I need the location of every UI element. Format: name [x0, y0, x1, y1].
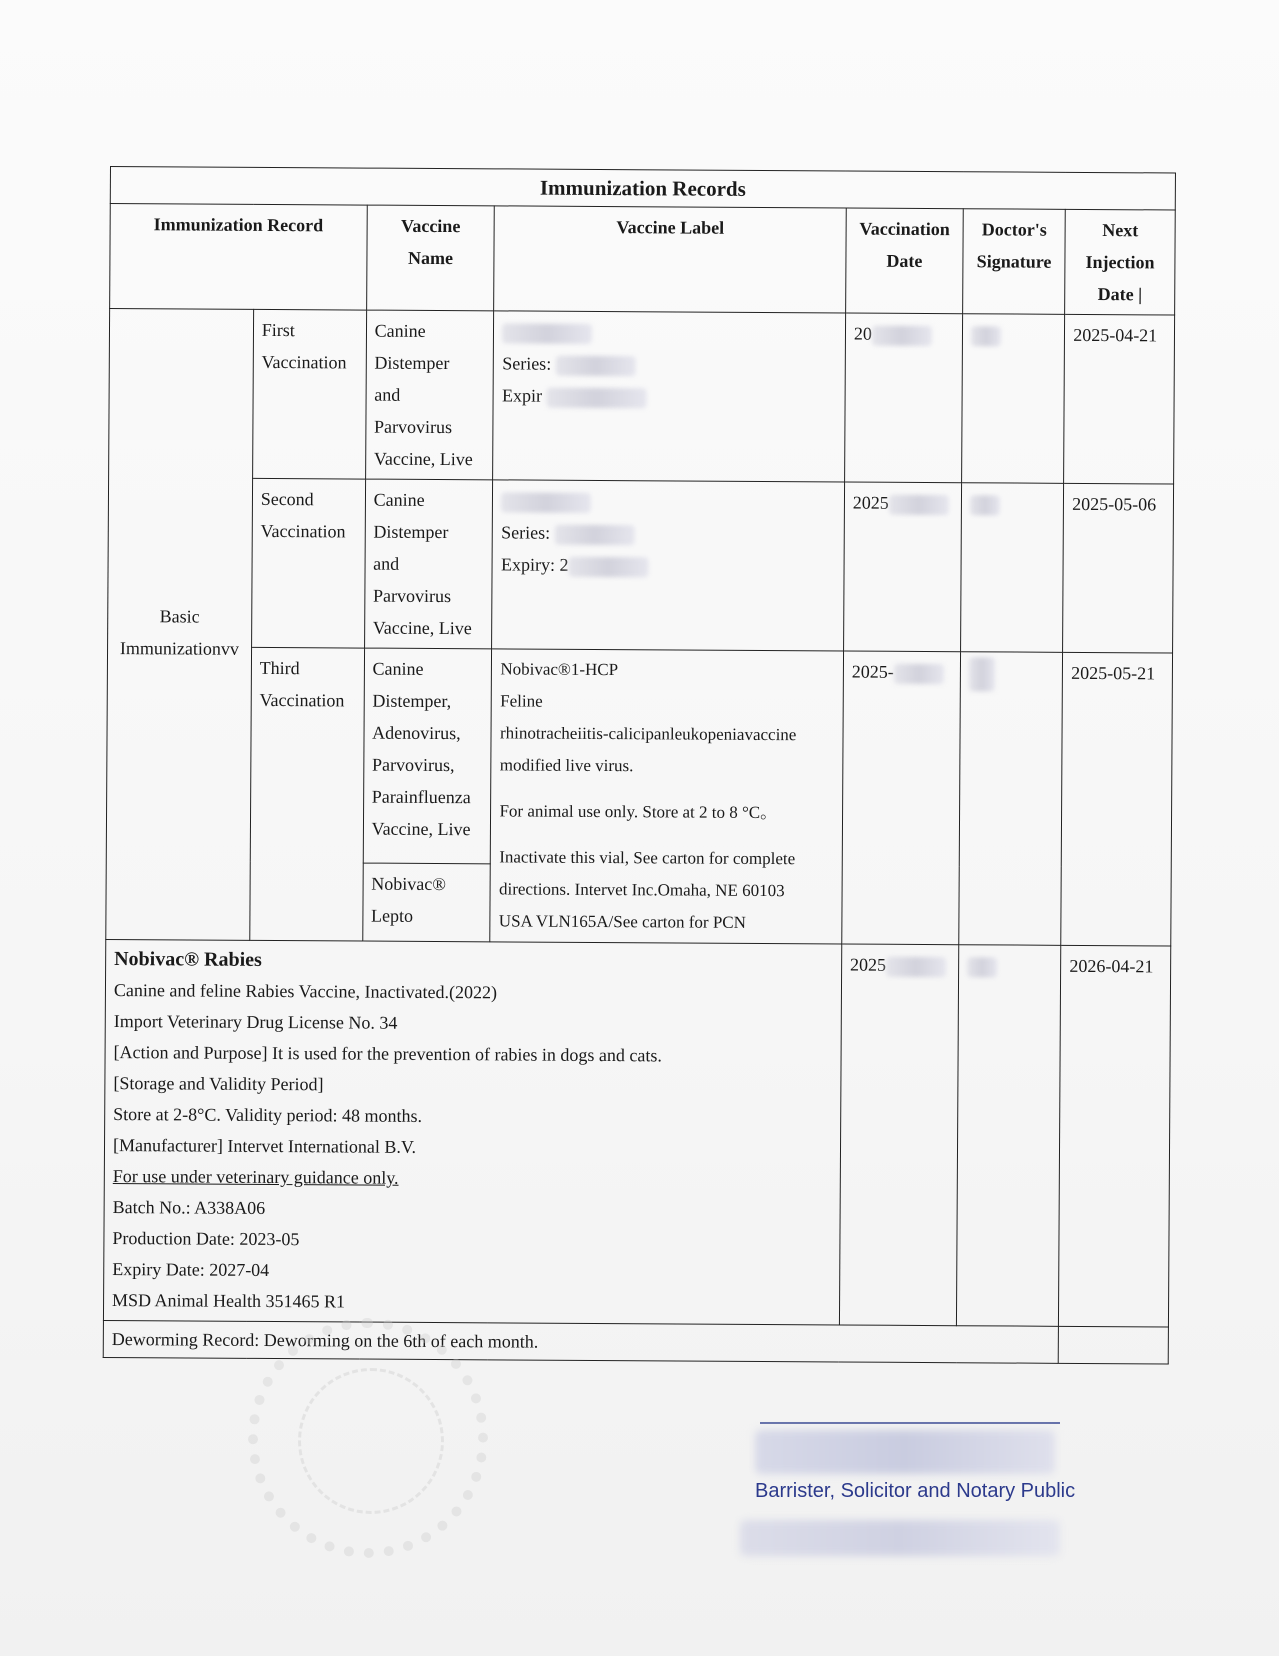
- next-date-cell: 2025-05-21: [1061, 652, 1173, 946]
- header-vaccine-label: Vaccine Label: [494, 206, 846, 313]
- signature-cell: [961, 483, 1064, 653]
- next-date-cell: 2025-04-21: [1064, 314, 1175, 484]
- redaction: [755, 1430, 1055, 1474]
- redaction: [556, 356, 636, 376]
- vaccine-name-cell: Nobivac® Lepto: [362, 863, 490, 942]
- notary-stamp: [700, 1400, 1076, 1560]
- redaction: [969, 657, 995, 691]
- signature-cell: [956, 945, 1061, 1327]
- vaccination-date-cell: 2025: [843, 482, 961, 652]
- vaccine-name-cell: Canine Distemper and Parvovirus Vaccine, Live: [365, 310, 494, 480]
- notary-seal: [248, 1318, 488, 1558]
- immunization-table: [103, 166, 1176, 1364]
- table-row: [106, 646, 1172, 867]
- header-row: [110, 204, 1176, 316]
- redaction: [555, 525, 635, 545]
- redaction: [740, 1520, 1060, 1556]
- vaccine-label-cell: Series: Expir: [493, 311, 845, 482]
- redaction: [501, 492, 591, 513]
- vaccination-date-cell: 20: [844, 313, 962, 483]
- redaction: [546, 388, 646, 409]
- header-vaccine-name: Vaccine Name: [366, 205, 494, 311]
- deworming-row: [103, 1320, 1168, 1364]
- redaction: [894, 664, 944, 684]
- deworming-cell: Deworming Record: Deworming on the 6th of each month.: [103, 1320, 1058, 1363]
- redaction: [568, 557, 648, 577]
- signature-cell: [962, 314, 1065, 484]
- header-vaccination-date: Vaccination Date: [845, 208, 963, 314]
- stage-cell: Second Vaccination: [251, 478, 365, 648]
- rabies-title: Nobivac® Rabies: [114, 948, 262, 971]
- notary-title: Barrister, Solicitor and Notary Public: [755, 1480, 1076, 1502]
- vaccination-date-cell: 2025-: [842, 651, 961, 945]
- next-date-cell: 2026-04-21: [1059, 945, 1171, 1327]
- redaction: [886, 957, 946, 977]
- stage-cell: First Vaccination: [252, 309, 366, 479]
- deworming-empty-cell: [1058, 1326, 1168, 1364]
- notary-seal-inner: [298, 1368, 444, 1514]
- header-immunization-record: Immunization Record: [110, 204, 367, 311]
- group-label-cell: Basic Immunizationvv: [106, 309, 254, 941]
- vaccine-name-cell: Canine Distemper and Parvovirus Vaccine, Live: [364, 479, 493, 649]
- redaction: [967, 957, 997, 977]
- rabies-label-cell: Nobivac® Rabies Canine and feline Rabies Vaccine, Inactivated.(2022) Import Veterinary Drug License No. 34 [Action and Purpose] It is used for the prevention of rabies in dogs and cats. [Storage and Validity Period] Store at 2-8°C. Validity period: 48 months. [Manufacturer] Intervet International B.V. For use under veterinary guidance only. Batch No.: A338A06 Production Date: 2023-05 Expiry Date: 2027-04 MSD Animal Health 351465 R1: [103, 939, 841, 1324]
- table-row: [108, 477, 1174, 653]
- table-title: Immunization Records: [110, 167, 1175, 211]
- stage-cell: Third Vaccination: [250, 647, 365, 941]
- redaction: [971, 326, 1001, 346]
- header-next-injection: Next Injection Date |: [1065, 209, 1175, 315]
- header-doctor-signature: Doctor's Signature: [963, 209, 1066, 315]
- redaction: [889, 495, 949, 515]
- next-date-cell: 2025-05-06: [1063, 483, 1174, 653]
- vaccine-name-cell: Canine Distemper, Adenovirus, Parvovirus, Parainfluenza Vaccine, Live: [363, 648, 492, 864]
- redaction: [872, 326, 932, 346]
- redaction: [502, 323, 592, 344]
- vaccine-label-cell: Series: Expiry: 2: [492, 480, 844, 651]
- rabies-row: [103, 939, 1170, 1326]
- signature-cell: [959, 652, 1063, 946]
- vaccination-date-cell: 2025: [839, 944, 958, 1326]
- vaccine-label-cell: Nobivac®1-HCP Feline rhinotracheiitis-calicipanleukopeniavaccine modified live virus. For animal use only. Store at 2 to 8 °C。 Inactivate this vial, See carton for complete directions. Intervet Inc.Omaha, NE 60103 USA VLN165A/See carton for PCN: [490, 649, 843, 944]
- redaction: [970, 495, 1000, 515]
- signature-line: [760, 1422, 1060, 1424]
- table-row: [109, 309, 1175, 485]
